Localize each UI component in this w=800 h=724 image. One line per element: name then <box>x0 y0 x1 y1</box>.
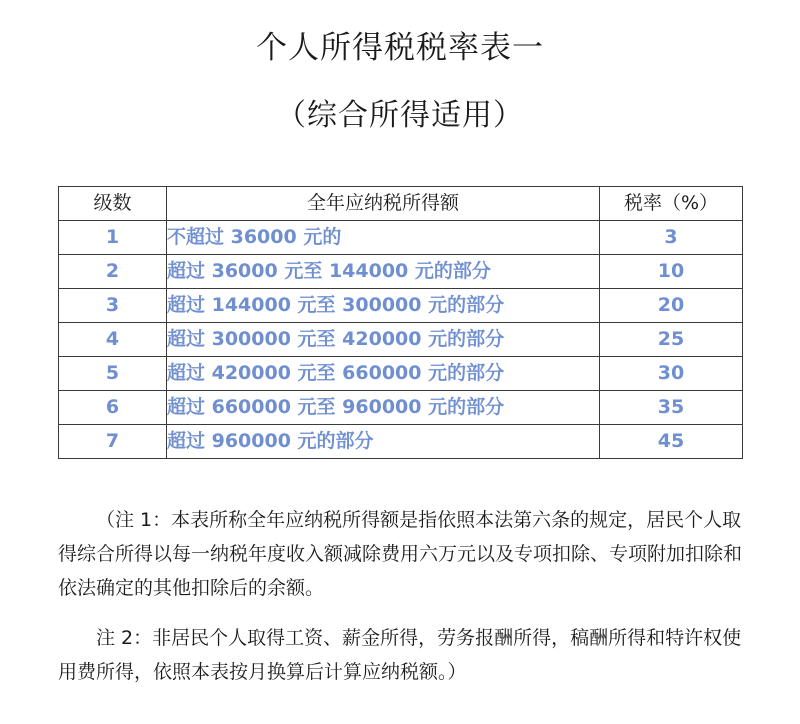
header-range: 全年应纳税所得额 <box>167 187 600 221</box>
table-row <box>59 221 743 255</box>
cell-range: 超过 300000 元至 420000 元的部分 <box>167 323 600 357</box>
cell-level: 5 <box>59 357 167 391</box>
cell-range: 超过 960000 元的部分 <box>167 425 600 459</box>
cell-range: 超过 144000 元至 300000 元的部分 <box>167 289 600 323</box>
cell-range: 超过 420000 元至 660000 元的部分 <box>167 357 600 391</box>
page-subtitle: （综合所得适用） <box>276 98 524 133</box>
cell-rate: 30 <box>600 357 743 391</box>
page-title: 个人所得税税率表一 <box>256 30 544 66</box>
cell-range: 不超过 36000 元的 <box>167 221 600 255</box>
cell-rate: 25 <box>600 323 743 357</box>
table-row <box>59 425 743 459</box>
cell-level: 1 <box>59 221 167 255</box>
cell-rate: 20 <box>600 289 743 323</box>
tax-rate-table <box>58 186 743 459</box>
cell-level: 7 <box>59 425 167 459</box>
cell-level: 3 <box>59 289 167 323</box>
header-level: 级数 <box>59 187 167 221</box>
note-2: 注 2：非居民个人取得工资、薪金所得，劳务报酬所得，稿酬所得和特许权使用费所得，依照本表按月换算后计算应纳税额。） <box>58 627 742 683</box>
note-1: （注 1：本表所称全年应纳税所得额是指依照本法第六条的规定，居民个人取得综合所得以每一纳税年度收入额减除费用六万元以及专项扣除、专项附加扣除和依法确定的其他扣除后的余额。 <box>58 509 743 599</box>
cell-rate: 3 <box>600 221 743 255</box>
header-rate: 税率（%） <box>600 187 743 221</box>
table-row <box>59 323 743 357</box>
cell-level: 4 <box>59 323 167 357</box>
cell-rate: 10 <box>600 255 743 289</box>
cell-level: 6 <box>59 391 167 425</box>
table-header-row <box>59 187 743 221</box>
cell-rate: 35 <box>600 391 743 425</box>
table-row <box>59 255 743 289</box>
cell-range: 超过 660000 元至 960000 元的部分 <box>167 391 600 425</box>
cell-range: 超过 36000 元至 144000 元的部分 <box>167 255 600 289</box>
table-row <box>59 357 743 391</box>
table-row <box>59 289 743 323</box>
cell-level: 2 <box>59 255 167 289</box>
cell-rate: 45 <box>600 425 743 459</box>
table-row <box>59 391 743 425</box>
